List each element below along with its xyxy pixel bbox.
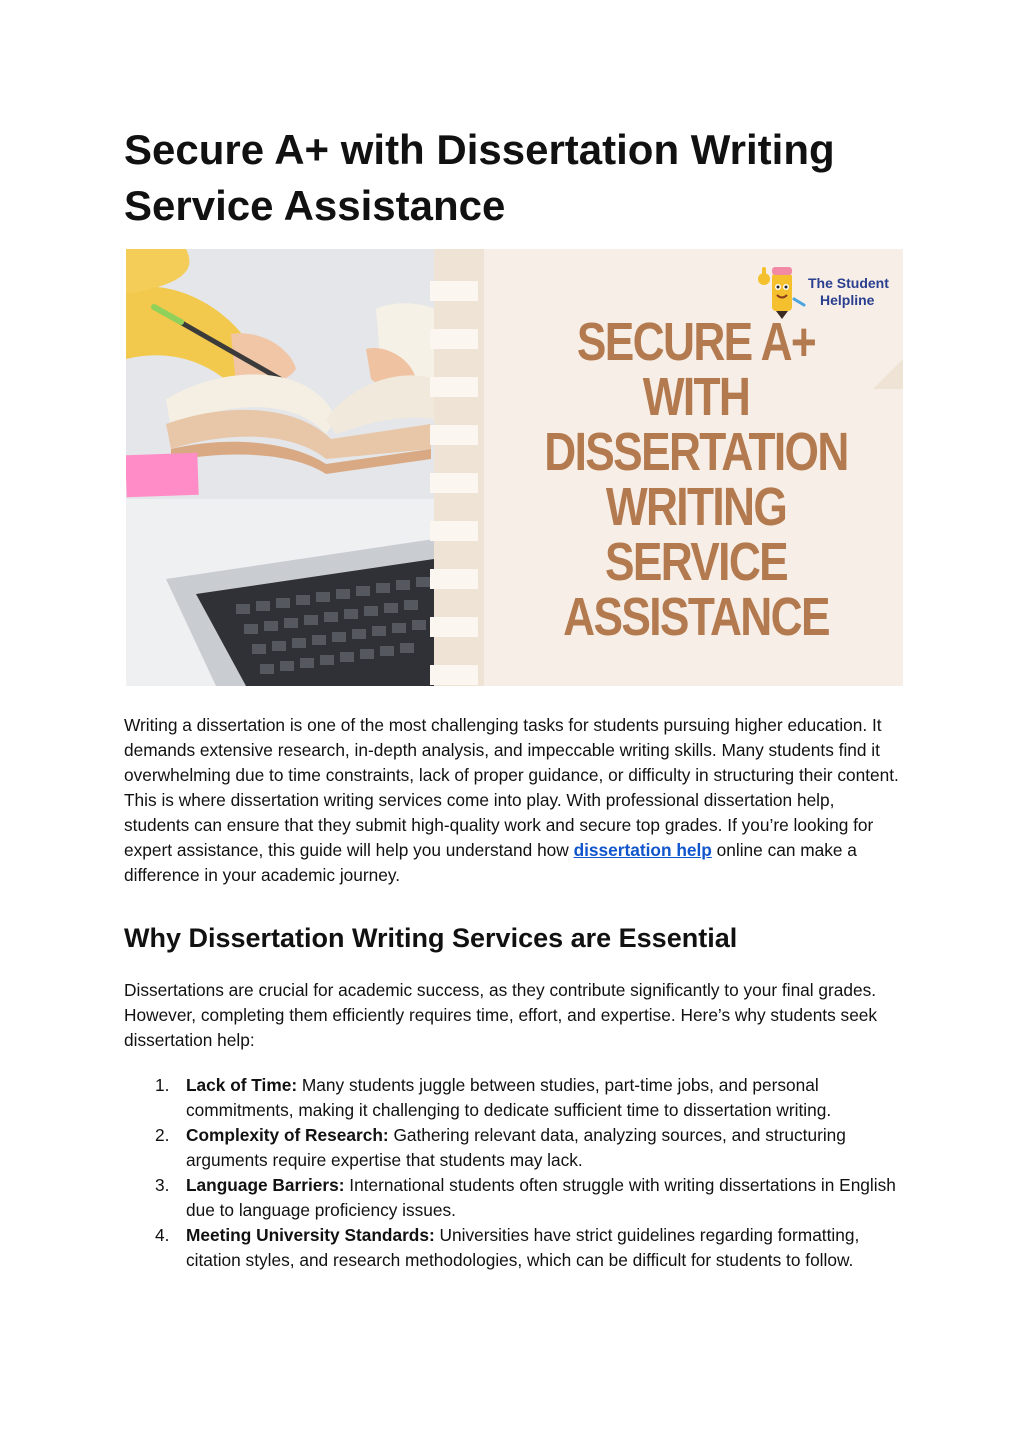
list-item-number: 3. bbox=[155, 1175, 170, 1195]
hero-banner-image bbox=[126, 249, 903, 686]
list-item-term: Lack of Time: bbox=[186, 1075, 298, 1095]
list-item bbox=[124, 1223, 904, 1273]
list-item-number: 2. bbox=[155, 1125, 170, 1145]
list-item-term: Language Barriers: bbox=[186, 1175, 345, 1195]
dissertation-help-link[interactable]: dissertation help bbox=[573, 840, 712, 860]
banner-headline-line: ASSISTANCE bbox=[563, 587, 829, 647]
banner-headline-line: DISSERTATION bbox=[544, 422, 848, 482]
list-item bbox=[124, 1123, 904, 1173]
section-heading: Why Dissertation Writing Services are Essential bbox=[124, 923, 738, 953]
banner-headline-line: SECURE A+ WITH bbox=[576, 312, 816, 427]
list-item-number: 4. bbox=[155, 1225, 170, 1245]
strip-notch bbox=[430, 569, 478, 589]
intro-paragraph bbox=[124, 713, 904, 888]
list-item-text: Gathering relevant data, analyzing sources, and structuring arguments require expertise that students may lack. bbox=[186, 1125, 846, 1170]
logo-line-1: The Student bbox=[808, 275, 889, 291]
strip-notch bbox=[430, 665, 478, 685]
list-item-term: Complexity of Research: bbox=[186, 1125, 389, 1145]
intro-text-before-link: Writing a dissertation is one of the most challenging tasks for students pursuing higher education. It demands extensive research, in-depth analysis, and impeccable writing skills. Many students find it overwhelming due to time constraints, lack of proper guidance, or difficulty in structuring their content. This is where dissertation writing services come into play. With professional dissertation help, students can ensure that they submit high-quality work and secure top grades. If you’re looking for expert assistance, this guide will help you understand how bbox=[124, 715, 899, 860]
logo-text bbox=[808, 275, 889, 309]
banner-headline-line: SERVICE bbox=[604, 532, 788, 592]
strip-notch bbox=[430, 617, 478, 637]
section-paragraph: Dissertations are crucial for academic success, as they contribute significantly to your final grades. However, completing them efficiently requires time, effort, and expertise. Here’s why students seek dissertation help: bbox=[124, 980, 878, 1050]
list-item-number: 1. bbox=[155, 1075, 170, 1095]
strip-notch bbox=[430, 473, 478, 493]
list-item-text: International students often struggle with writing dissertations in English due to language proficiency issues. bbox=[186, 1175, 896, 1220]
brand-logo bbox=[754, 259, 894, 319]
strip-notch bbox=[430, 329, 478, 349]
reasons-list bbox=[124, 1073, 904, 1273]
logo-line-2: Helpline bbox=[820, 292, 875, 308]
list-item bbox=[124, 1173, 904, 1223]
banner-headline bbox=[540, 312, 852, 647]
page-title: Secure A+ with Dissertation Writing Service Assistance bbox=[124, 126, 835, 229]
study-desk-photo bbox=[126, 249, 434, 686]
intro-text-after-link: online can make a difference in your academic journey. bbox=[124, 840, 857, 885]
strip-notch bbox=[430, 281, 478, 301]
pencil-mascot-icon bbox=[754, 259, 808, 319]
list-item-text: Universities have strict guidelines regarding formatting, citation styles, and research methodologies, which can be difficult for students to follow. bbox=[186, 1225, 860, 1270]
corner-accent bbox=[873, 359, 903, 389]
list-item-term: Meeting University Standards: bbox=[186, 1225, 435, 1245]
desk-scene-illustration bbox=[126, 249, 434, 686]
list-item bbox=[124, 1073, 904, 1123]
decorative-strip bbox=[434, 249, 484, 686]
strip-notch bbox=[430, 425, 478, 445]
list-item-text: Many students juggle between studies, part-time jobs, and personal commitments, making it challenging to dedicate sufficient time to dissertation writing. bbox=[186, 1075, 832, 1120]
banner-headline-line: WRITING bbox=[605, 477, 787, 537]
strip-notch bbox=[430, 377, 478, 397]
strip-notch bbox=[430, 521, 478, 541]
